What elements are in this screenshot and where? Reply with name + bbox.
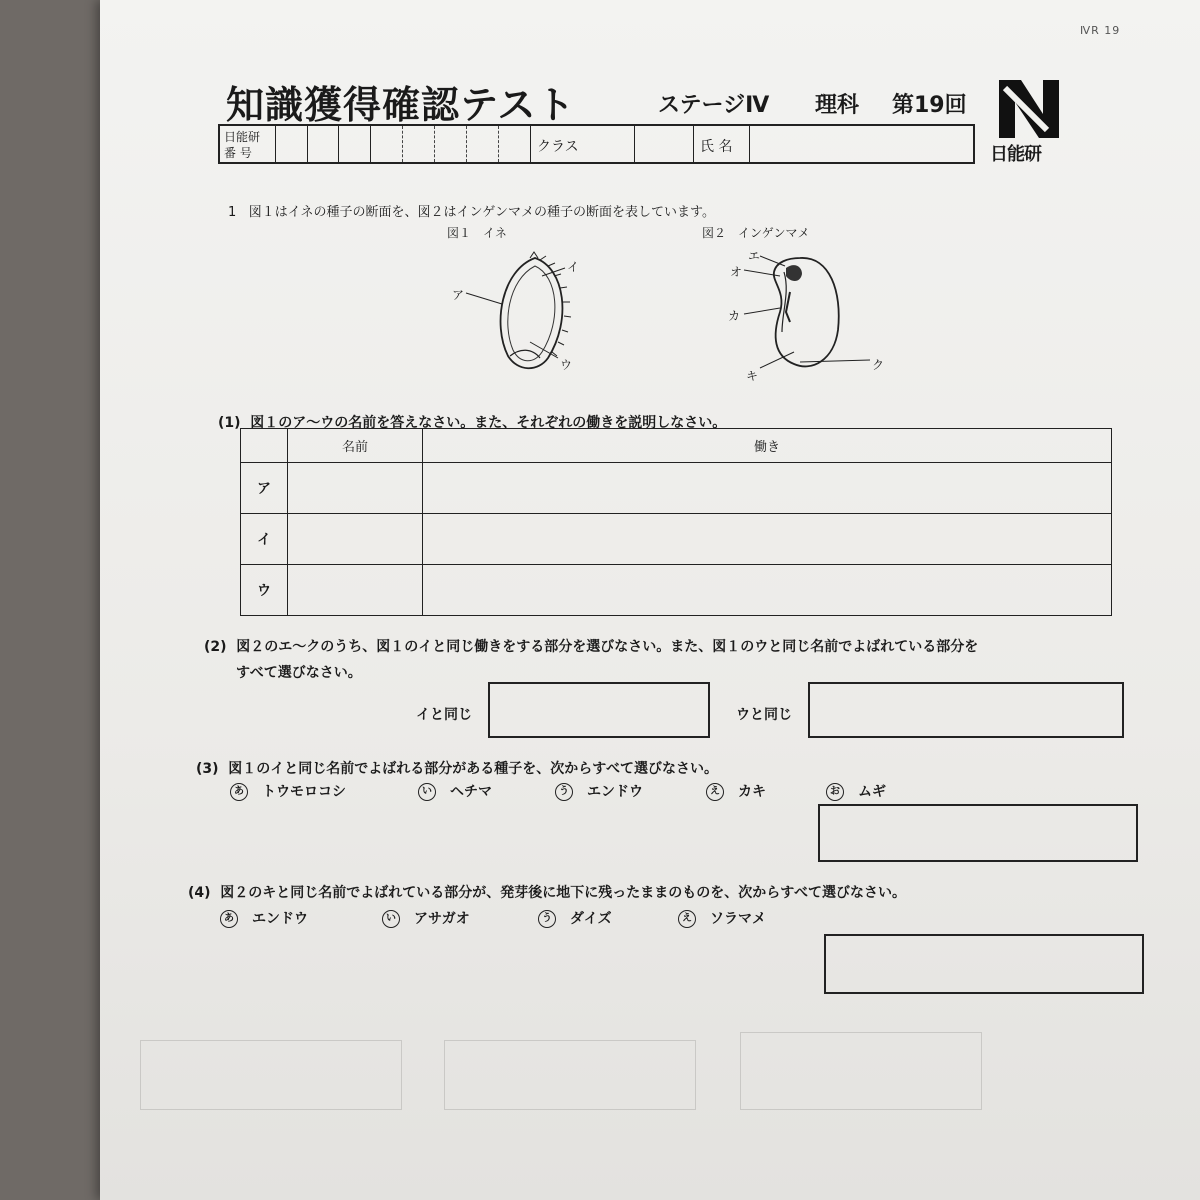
number-label-2: 番 号: [224, 146, 252, 160]
subquestion-text: 図１のイと同じ名前でよばれる部分がある種子を、次からすべて選びなさい。: [228, 761, 719, 777]
student-id-row: [218, 124, 975, 164]
name-answer-cell[interactable]: [288, 463, 423, 514]
question-1: [228, 201, 715, 220]
option-mark: え: [706, 783, 724, 801]
subquestion-2-line-2: すべて選びなさい。: [236, 665, 362, 681]
option-mark: い: [382, 910, 400, 928]
logo-text: 日能研: [990, 144, 1041, 165]
option-item[interactable]: [555, 781, 643, 801]
function-answer-cell[interactable]: [423, 463, 1112, 514]
option-item[interactable]: [706, 781, 766, 801]
option-label: エンドウ: [587, 784, 643, 800]
fig2-part-ku: ク: [872, 358, 885, 372]
function-answer-cell[interactable]: [423, 514, 1112, 565]
column-header-name: 名前: [288, 429, 423, 463]
option-mark: う: [555, 783, 573, 801]
subquestion-text: 図１のア～ウの名前を答えなさい。また、それぞれの働きを説明しなさい。: [250, 415, 727, 431]
fig1-part-i: イ: [567, 260, 580, 274]
answer-table: [240, 428, 1112, 616]
name-answer-cell[interactable]: [288, 514, 423, 565]
table-corner-cell: [241, 429, 288, 463]
subquestion-number: (4): [188, 885, 211, 901]
option-item[interactable]: [538, 908, 612, 928]
answer-label-same-as-u: ウと同じ: [736, 707, 792, 723]
number-digit-box[interactable]: [435, 126, 467, 162]
show-through-box: [140, 1040, 402, 1110]
subquestion-number: (1): [218, 415, 241, 431]
row-label: ア: [241, 463, 288, 514]
answer-box-q4[interactable]: [824, 934, 1144, 994]
number-label-1: 日能研: [224, 130, 261, 144]
table-row: [241, 463, 1112, 514]
class-input-box[interactable]: [635, 126, 694, 162]
fig2-leader-lines: [740, 250, 880, 375]
option-mark: い: [418, 783, 436, 801]
number-digit-box[interactable]: [499, 126, 531, 162]
option-mark: う: [538, 910, 556, 928]
column-header-function: 働き: [423, 429, 1112, 463]
number-digit-box[interactable]: [371, 126, 403, 162]
table-row: [241, 514, 1112, 565]
answer-box-same-as-i[interactable]: [488, 682, 710, 738]
subquestion-text: 図２のエ～クのうち、図１のイと同じ働きをする部分を選びなさい。また、図１のウと同じ名前でよばれている部分を: [236, 639, 979, 655]
fig2-part-o: オ: [730, 265, 743, 279]
subquestion-3: [196, 758, 718, 778]
name-input-box[interactable]: [750, 126, 973, 162]
option-item[interactable]: [230, 781, 346, 801]
option-label: カキ: [738, 784, 766, 800]
question-number: 1: [228, 205, 237, 220]
number-digit-box[interactable]: [403, 126, 435, 162]
answer-label-same-as-i: イと同じ: [416, 707, 472, 723]
row-label: イ: [241, 514, 288, 565]
option-label: エンドウ: [252, 911, 308, 927]
option-item[interactable]: [678, 908, 766, 928]
option-item[interactable]: [220, 908, 308, 928]
show-through-box: [740, 1032, 982, 1110]
figure-1-label: 図１ イネ: [447, 226, 507, 240]
number-digit-box[interactable]: [339, 126, 371, 162]
fig2-part-e: エ: [748, 249, 761, 263]
option-mark: お: [826, 783, 844, 801]
table-header-row: [241, 429, 1112, 463]
subquestion-text: 図２のキと同じ名前でよばれている部分が、発芽後に地下に残ったままのものを、次からすべて選びなさい。: [220, 885, 907, 901]
function-answer-cell[interactable]: [423, 565, 1112, 616]
option-item[interactable]: [418, 781, 492, 801]
number-digit-box[interactable]: [308, 126, 339, 162]
class-label: クラス: [537, 139, 579, 155]
number-digit-box[interactable]: [276, 126, 308, 162]
name-label: 氏 名: [700, 139, 733, 155]
option-item[interactable]: [382, 908, 470, 928]
table-row: [241, 565, 1112, 616]
option-label: ヘチマ: [450, 784, 492, 800]
fig2-part-ka: カ: [728, 309, 741, 323]
subquestion-2: [204, 636, 978, 656]
option-item[interactable]: [826, 781, 886, 801]
option-label: ムギ: [858, 784, 886, 800]
stage-label: ステージⅣ: [658, 93, 770, 118]
answer-box-q3[interactable]: [818, 804, 1138, 862]
option-label: アサガオ: [414, 911, 470, 927]
sheet-code: ⅣR 19: [1080, 24, 1121, 37]
figure-2-label: 図２ インゲンマメ: [702, 226, 810, 240]
fig1-part-u: ウ: [560, 358, 573, 372]
subject-label: 理科: [815, 93, 860, 118]
option-label: トウモロコシ: [262, 784, 346, 800]
subquestion-number: (2): [204, 639, 227, 655]
option-mark: あ: [220, 910, 238, 928]
show-through-box: [444, 1040, 696, 1110]
fig1-part-a: ア: [452, 288, 465, 302]
number-label-cell: [220, 126, 276, 162]
question-intro: 図１はイネの種子の断面を、図２はインゲンマメの種子の断面を表しています。: [248, 205, 715, 220]
worksheet-paper: [100, 0, 1200, 1200]
class-label-cell: [531, 126, 635, 162]
option-mark: え: [678, 910, 696, 928]
option-label: ソラマメ: [710, 911, 766, 927]
subquestion-4: [188, 882, 906, 902]
page-title: 知識獲得確認テスト: [226, 83, 576, 127]
number-digit-box[interactable]: [467, 126, 499, 162]
answer-box-same-as-u[interactable]: [808, 682, 1124, 738]
subquestion-number: (3): [196, 761, 219, 777]
option-mark: あ: [230, 783, 248, 801]
name-answer-cell[interactable]: [288, 565, 423, 616]
round-label: 第19回: [892, 93, 967, 118]
fig1-leader-lines: [462, 262, 582, 372]
name-label-cell: [694, 126, 750, 162]
fig2-part-ki: キ: [746, 369, 759, 383]
row-label: ウ: [241, 565, 288, 616]
option-label: ダイズ: [570, 911, 612, 927]
